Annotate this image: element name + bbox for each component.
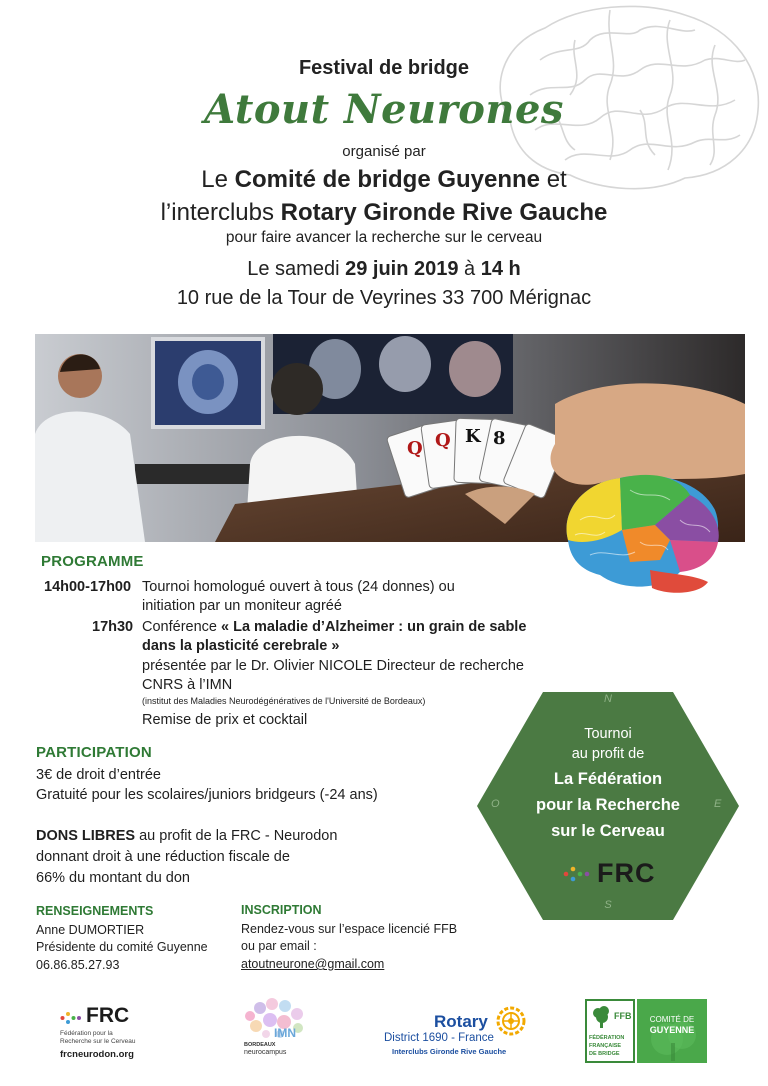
hexagon-bold2: pour la Recherche <box>536 796 680 814</box>
hexagon-line2: au profit de <box>571 746 645 762</box>
rotary-wheel-icon <box>496 1006 526 1036</box>
inscription-heading: INSCRIPTION <box>241 903 322 917</box>
hexagon-bold3: sur le Cerveau <box>551 822 665 840</box>
svg-text:K: K <box>465 426 481 447</box>
inscription-email-link[interactable]: atoutneurone@gmail.com <box>241 957 385 971</box>
dons-line1: DONS LIBRES au profit de la FRC - Neurodon <box>36 828 338 844</box>
hexagon-frc-logo: FRC <box>563 858 663 888</box>
organiser-1: Le Comité de bridge Guyenne et <box>201 166 567 193</box>
slot1-line1: Tournoi homologué ouvert à tous (24 donnes) ou <box>142 579 455 595</box>
contact-name: Anne DUMORTIER <box>36 923 145 937</box>
slot2-note: (institut des Maladies Neurodégénératives de l'Université de Bordeaux) <box>142 696 426 706</box>
festival-name: Atout Neurones <box>204 86 564 133</box>
organised-by: organisé par <box>342 143 426 160</box>
frc-dots-icon <box>563 864 593 884</box>
ffb-logo: FFB FÉDÉRATION FRANÇAISE DE BRIDGE <box>585 999 635 1063</box>
frc-footer-dots-icon <box>60 1010 84 1026</box>
contact-phone: 06.86.85.27.93 <box>36 958 120 972</box>
frc-footer-logo: FRC Fédération pour la Recherche sur le Cerveau frcneurodon.org <box>60 1004 136 1060</box>
dons-line3: 66% du montant du don <box>36 870 190 886</box>
slot2-line1: Conférence « La maladie d’Alzheimer : un grain de sable <box>142 619 527 635</box>
colorful-brain-illustration <box>560 470 722 596</box>
inscription-line1: Rendez-vous sur l’espace licencié FFB <box>241 922 458 936</box>
slot2-line3: présentée par le Dr. Olivier NICOLE Directeur de recherche <box>142 658 524 674</box>
slot1-time: 14h00-17h00 <box>44 579 132 595</box>
slot2-time: 17h30 <box>92 619 134 635</box>
participation-heading: PARTICIPATION <box>36 744 152 761</box>
slot1-line2: initiation par un moniteur agréé <box>142 598 342 614</box>
ffb-comite-footer-logo <box>585 999 707 1063</box>
imn-footer-logo: IMN BORDEAUX neurocampus <box>240 996 310 1060</box>
contact-role: Présidente du comité Guyenne <box>36 940 208 954</box>
slot2-line4: CNRS à l’IMN <box>142 677 233 693</box>
compass-o: O <box>491 798 500 810</box>
frc-hexagon-panel <box>477 692 739 920</box>
organiser-2: l’interclubs Rotary Gironde Rive Gauche <box>160 199 608 226</box>
inscription-line2: ou par email : <box>241 939 317 953</box>
comite-guyenne-logo: COMITÉ DE GUYENNE <box>637 999 707 1063</box>
slot2-line2: dans la plasticité cerebrale » <box>142 638 340 654</box>
event-date: Le samedi 29 juin 2019 à 14 h <box>247 258 521 280</box>
hexagon-line1: Tournoi <box>584 726 632 742</box>
hexagon-bold1: La Fédération <box>553 770 663 788</box>
compass-n: N <box>604 693 612 705</box>
programme-heading: PROGRAMME <box>41 553 144 570</box>
festival-label: Festival de bridge <box>298 57 470 79</box>
ffb-tree-icon <box>590 1005 614 1029</box>
purpose: pour faire avancer la recherche sur le cerveau <box>225 229 543 246</box>
svg-text:Q: Q <box>435 430 451 451</box>
renseignements-heading: RENSEIGNEMENTS <box>36 904 154 918</box>
rotary-footer-logo: Rotary District 1690 - France Interclubs Gironde Rive Gauche <box>384 1000 534 1060</box>
compass-e: E <box>714 798 722 810</box>
slot2-line6: Remise de prix et cocktail <box>142 712 308 728</box>
svg-text:8: 8 <box>493 428 506 449</box>
compass-s: S <box>604 899 612 911</box>
dons-line2: donnant droit à une réduction fiscale de <box>36 849 290 865</box>
svg-text:Q: Q <box>407 438 423 459</box>
participation-line1: 3€ de droit d’entrée <box>36 767 161 783</box>
participation-line2: Gratuité pour les scolaires/juniors bridgeurs (-24 ans) <box>36 787 378 803</box>
event-address: 10 rue de la Tour de Veyrines 33 700 Mérignac <box>176 287 592 309</box>
